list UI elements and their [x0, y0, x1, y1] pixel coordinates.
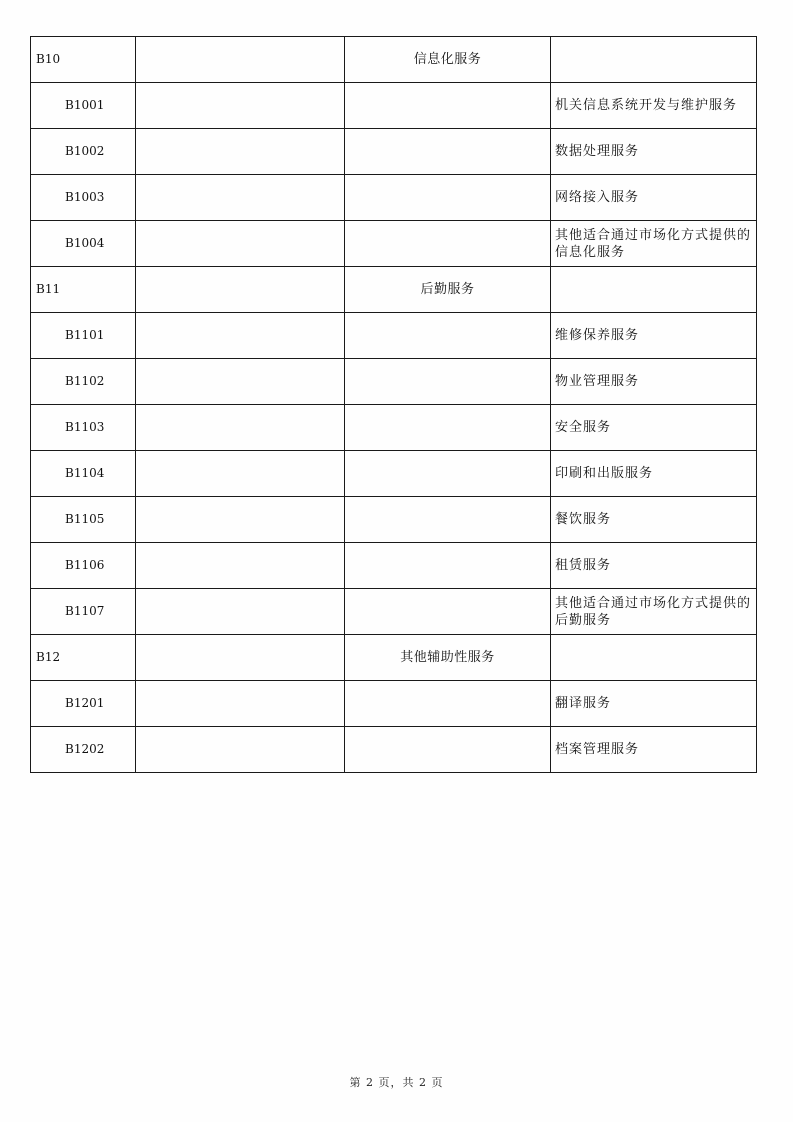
item-title: 档案管理服务	[551, 727, 757, 773]
item-code: B1107	[31, 589, 136, 635]
item-title: 租赁服务	[551, 543, 757, 589]
item-title: 机关信息系统开发与维护服务	[551, 83, 757, 129]
empty-cell	[345, 727, 551, 773]
empty-cell	[136, 83, 345, 129]
empty-cell	[136, 175, 345, 221]
item-code: B1105	[31, 497, 136, 543]
empty-cell	[136, 727, 345, 773]
empty-cell	[345, 405, 551, 451]
item-title: 翻译服务	[551, 681, 757, 727]
item-code: B1104	[31, 451, 136, 497]
table-row	[31, 727, 757, 773]
table-row	[31, 83, 757, 129]
empty-cell	[551, 635, 757, 681]
service-catalog-table	[30, 36, 757, 773]
empty-cell	[136, 267, 345, 313]
empty-cell	[136, 313, 345, 359]
item-code: B1106	[31, 543, 136, 589]
empty-cell	[136, 451, 345, 497]
empty-cell	[345, 681, 551, 727]
item-title: 其他适合通过市场化方式提供的后勤服务	[551, 589, 757, 635]
item-title: 印刷和出版服务	[551, 451, 757, 497]
item-title: 其他适合通过市场化方式提供的信息化服务	[551, 221, 757, 267]
item-title: 餐饮服务	[551, 497, 757, 543]
item-title: 安全服务	[551, 405, 757, 451]
empty-cell	[136, 221, 345, 267]
table-row	[31, 681, 757, 727]
item-title: 数据处理服务	[551, 129, 757, 175]
table-row	[31, 313, 757, 359]
item-code: B1201	[31, 681, 136, 727]
item-code: B1003	[31, 175, 136, 221]
empty-cell	[136, 635, 345, 681]
table-row-category-b12	[31, 635, 757, 681]
empty-cell	[551, 267, 757, 313]
table-row	[31, 129, 757, 175]
empty-cell	[136, 681, 345, 727]
item-code: B1103	[31, 405, 136, 451]
item-code: B1202	[31, 727, 136, 773]
empty-cell	[345, 451, 551, 497]
category-code: B12	[31, 635, 136, 681]
table-row	[31, 589, 757, 635]
empty-cell	[551, 37, 757, 83]
empty-cell	[345, 83, 551, 129]
category-title: 其他辅助性服务	[345, 635, 551, 681]
item-title: 维修保养服务	[551, 313, 757, 359]
table-row	[31, 543, 757, 589]
item-code: B1001	[31, 83, 136, 129]
empty-cell	[345, 175, 551, 221]
table-row	[31, 359, 757, 405]
category-title: 后勤服务	[345, 267, 551, 313]
category-title: 信息化服务	[345, 37, 551, 83]
category-code: B11	[31, 267, 136, 313]
empty-cell	[136, 497, 345, 543]
item-title: 物业管理服务	[551, 359, 757, 405]
empty-cell	[345, 221, 551, 267]
empty-cell	[345, 497, 551, 543]
empty-cell	[136, 129, 345, 175]
page-number-footer: 第 2 页，共 2 页	[349, 1076, 444, 1089]
table-row-category-b10	[31, 37, 757, 83]
empty-cell	[345, 543, 551, 589]
table-row	[31, 497, 757, 543]
empty-cell	[136, 37, 345, 83]
empty-cell	[345, 359, 551, 405]
item-code: B1101	[31, 313, 136, 359]
table-row	[31, 221, 757, 267]
item-code: B1102	[31, 359, 136, 405]
empty-cell	[136, 543, 345, 589]
empty-cell	[345, 589, 551, 635]
empty-cell	[136, 405, 345, 451]
empty-cell	[136, 589, 345, 635]
empty-cell	[345, 313, 551, 359]
table-row-category-b11	[31, 267, 757, 313]
table-row	[31, 451, 757, 497]
table-row	[31, 175, 757, 221]
table-row	[31, 405, 757, 451]
empty-cell	[136, 359, 345, 405]
category-code: B10	[31, 37, 136, 83]
empty-cell	[345, 129, 551, 175]
item-code: B1004	[31, 221, 136, 267]
item-code: B1002	[31, 129, 136, 175]
item-title: 网络接入服务	[551, 175, 757, 221]
